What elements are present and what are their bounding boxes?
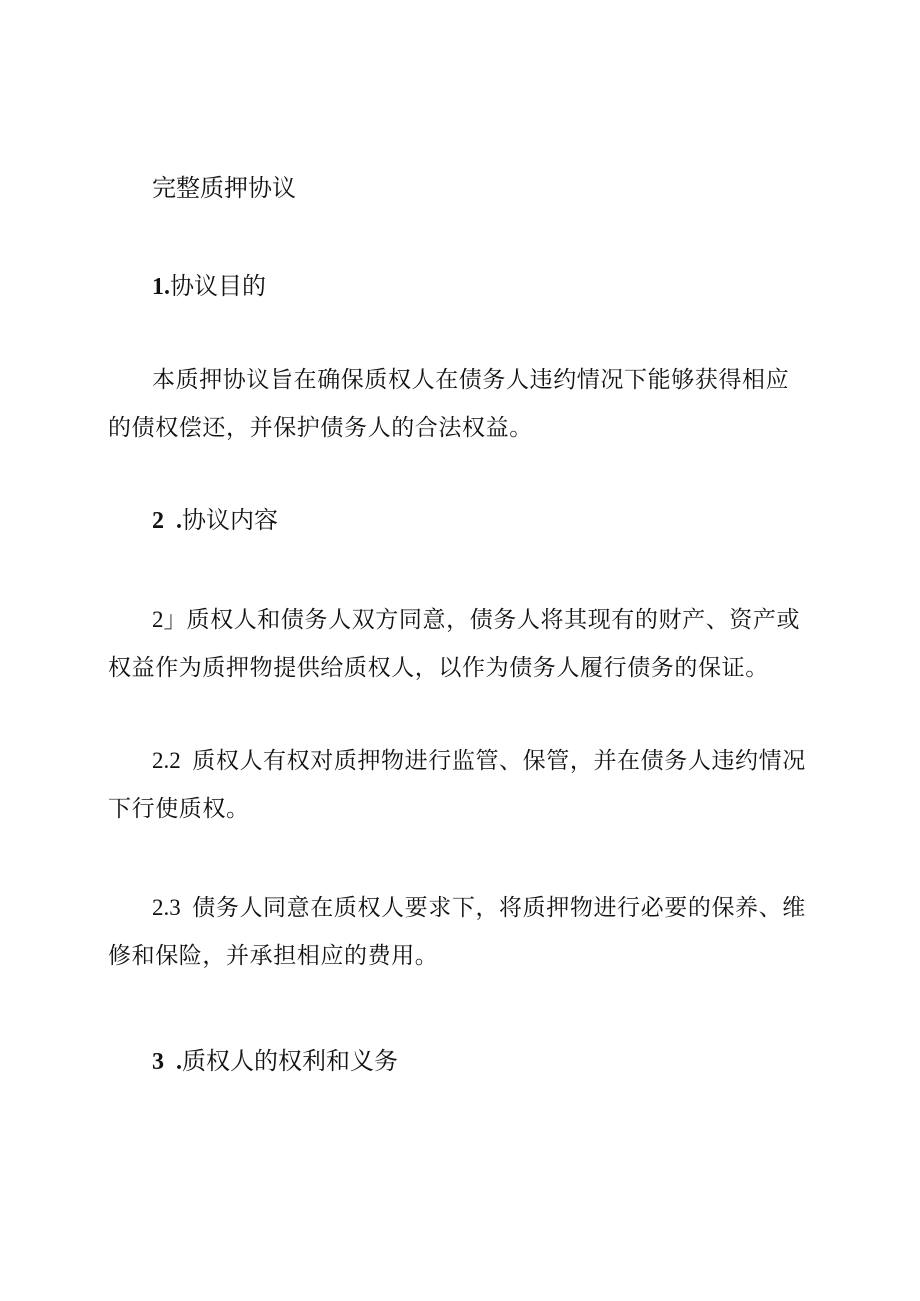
section-number: 2 . xyxy=(152,508,182,534)
paragraph-purpose: 本质押协议旨在确保质权人在债务人违约情况下能够获得相应的债权偿还，并保护债务人的合法权益。 xyxy=(108,367,790,441)
section-number: 3 . xyxy=(152,1049,182,1075)
clause-number: 2.3 xyxy=(152,895,193,920)
section-title: 协议内容 xyxy=(182,506,278,534)
section-number: 1. xyxy=(152,274,170,300)
clause-text: 质权人和债务人双方同意，债务人将其现有的财产、资产或权益作为质押物提供给质权人，以作为债务人履行债务的保证。 xyxy=(108,607,801,681)
clause-number: 2」 xyxy=(152,607,187,632)
clause-2-3 xyxy=(108,884,808,980)
clause-2-1 xyxy=(108,596,808,692)
clause-text: 质权人有权对质押物进行监管、保管，并在债务人违约情况下行使质权。 xyxy=(108,748,806,822)
clause-number: 2.2 xyxy=(152,748,193,773)
section-title: 质权人的权利和义务 xyxy=(182,1047,398,1075)
document-title: 完整质押协议 xyxy=(152,174,296,202)
section-title: 协议目的 xyxy=(170,272,266,300)
clause-text: 债务人同意在质权人要求下，将质押物进行必要的保养、维修和保险，并承担相应的费用。 xyxy=(108,895,806,969)
section-heading-pledgee-rights xyxy=(152,1043,398,1080)
section-heading-purpose xyxy=(152,268,266,305)
clause-2-2 xyxy=(108,737,808,833)
section-heading-content xyxy=(152,502,278,539)
